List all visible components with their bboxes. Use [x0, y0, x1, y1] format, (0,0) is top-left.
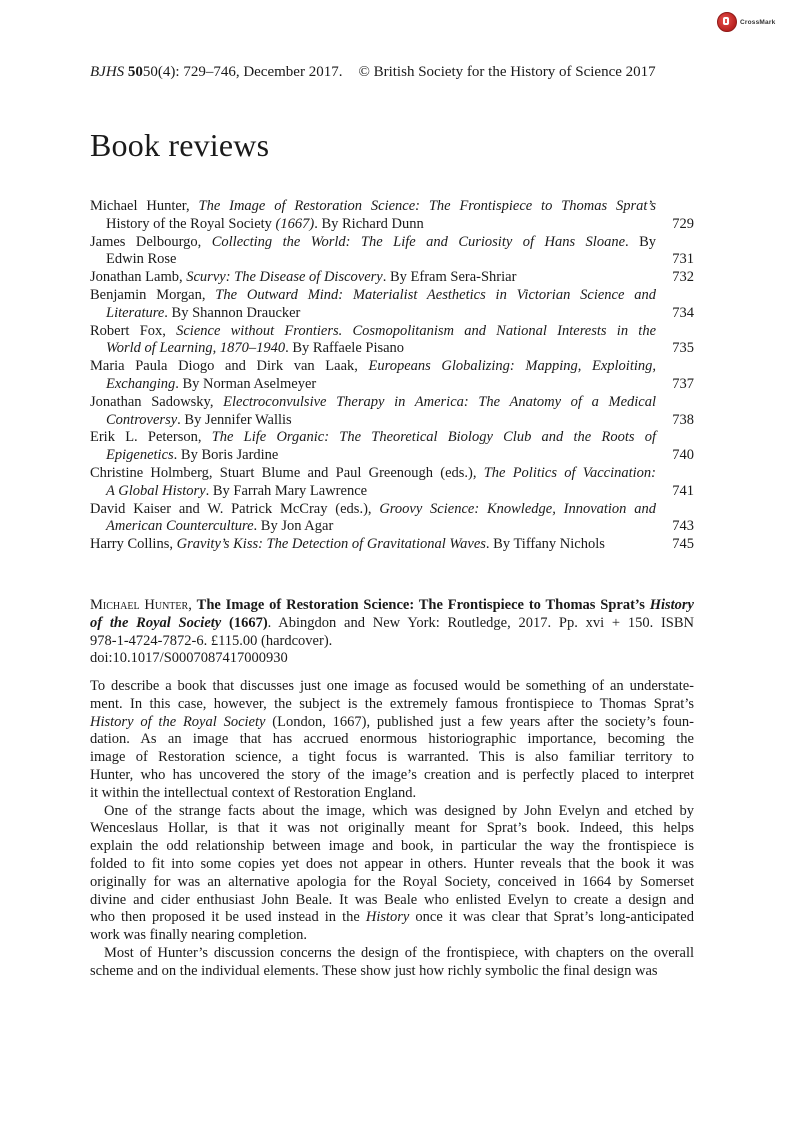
toc-entry[interactable] [90, 465, 694, 501]
body-line: One of the strange facts about the image, which was designed by John Evelyn and etched by [104, 802, 694, 819]
toc-page: 743 [672, 518, 694, 535]
toc-title-cont: Epigenetics [106, 447, 174, 464]
toc-reviewer: . By Shannon Draucker [164, 304, 301, 321]
toc-title-cont: World of Learning, 1870–1940 [106, 340, 286, 357]
toc-title-cont: Exchanging [106, 375, 176, 392]
toc-page: 734 [672, 304, 694, 321]
citation: 50(4): 729–746, December 2017. [142, 64, 343, 80]
toc-reviewer: Edwin Rose [106, 251, 177, 268]
crossmark-label: CrossMark [740, 18, 776, 26]
body-line: divine and cider enthusiast John Beale. It was Beale who enlisted Evelyn to create a design and [90, 891, 694, 908]
review-year: (1667) [221, 614, 268, 631]
toc-entry[interactable] [90, 198, 694, 234]
toc-author: Michael Hunter, [90, 198, 199, 214]
body-line: folded to fit into some copies yet does not appear in others. Hunter reveals that the book it was [90, 855, 694, 872]
body-line: Hunter, who has uncovered the story of the image’s creation and is perfectly placed to interpret [90, 766, 694, 783]
toc-title-cont: History of the Royal Society [106, 215, 272, 232]
review-title-italic: History [649, 597, 694, 613]
toc-entry[interactable] [90, 287, 694, 323]
toc-entry[interactable] [90, 323, 694, 359]
toc-title: The Life Organic: The Theoretical Biology Club and the Roots of [211, 429, 656, 446]
review-publisher: . Abingdon and New York: Routledge, 2017. Pp. xvi + 150. ISBN [267, 614, 695, 631]
body-line: History of the Royal Society (London, 1667), published just a few years after the society’s foun- [90, 713, 694, 730]
toc-entry[interactable] [90, 536, 694, 554]
toc-year: (1667) [275, 215, 315, 232]
toc-author: David Kaiser and W. Patrick McCray (eds.), [90, 500, 380, 517]
toc-page: 732 [672, 269, 694, 286]
toc-author: Benjamin Morgan, [90, 286, 216, 303]
toc-page: 741 [672, 482, 694, 499]
toc-title-cont: American Counterculture [106, 518, 254, 535]
body-line: image of Restoration science, a tight focus is warranted. This is also familiar territory to [90, 749, 694, 766]
body-line: originally for was an alternative apologia for the Royal Society, conceived in 1664 by Somerset [90, 873, 694, 890]
toc-title-cont: Literature [106, 304, 165, 321]
toc-title: Collecting the World: The Life and Curiosity of Hans Sloane [211, 233, 626, 250]
toc-author: Robert Fox, [90, 322, 177, 339]
review-heading: Michael Hunter, The Image of Restoration Science: The Frontispiece to Thomas Sprat’s History of the Royal Society (1667). Abingdon and New York: Routledge, 2017. Pp. xvi + 150. ISBN 978-1-4724-7872-6. £115.00 (hardcover). doi:10.1017/S0007087417000930 [90, 597, 695, 667]
toc-title: Groovy Science: Knowledge, Innovation and [379, 500, 656, 517]
toc-title-cont: Controversy [106, 411, 178, 428]
review-title: The Image of Restoration Science: The Frontispiece to Thomas Sprat’s [196, 597, 650, 613]
body-line: who then proposed it be used instead in the History once it was clear that Sprat’s long-anticipated [90, 909, 694, 926]
body-line: it within the intellectual context of Restoration England. [90, 784, 417, 801]
toc-entry[interactable] [90, 429, 694, 465]
toc-author: Maria Paula Diogo and Dirk van Laak, [90, 358, 369, 375]
body-line: work was finally nearing completion. [90, 927, 308, 944]
toc-entry[interactable] [90, 234, 694, 270]
body-line: Wenceslaus Hollar, is that it was not originally meant for Sprat’s book. Indeed, this helps [90, 820, 694, 837]
toc-reviewer: . By Boris Jardine [173, 447, 279, 464]
toc-entry[interactable] [90, 358, 694, 394]
copyright: © British Society for the History of Science 2017 [358, 64, 656, 80]
toc-title-cont: A Global History [106, 482, 206, 499]
toc-title: Science without Frontiers. Cosmopolitanism and National Interests in the [176, 322, 657, 339]
toc-reviewer: . By Richard Dunn [314, 215, 424, 232]
toc-title: The Outward Mind: Materialist Aesthetics in Victorian Science and [215, 286, 656, 303]
toc-author: James Delbourgo, [90, 233, 212, 250]
toc-author: Jonathan Sadowsky, [90, 393, 224, 410]
table-of-contents [90, 198, 694, 554]
toc-reviewer: . By Farrah Mary Lawrence [205, 482, 368, 499]
toc-title: Europeans Globalizing: Mapping, Exploiting, [368, 358, 656, 375]
toc-page: 729 [672, 215, 694, 232]
journal-citation [90, 64, 656, 81]
toc-page: 731 [672, 251, 694, 268]
body-line: dation. As an image that has accrued enormous historiographic importance, becoming the [90, 731, 694, 748]
review-body [90, 678, 694, 981]
toc-reviewer: . By Raffaele Pisano [285, 340, 405, 357]
toc-entry[interactable] [90, 394, 694, 430]
review-doi[interactable]: doi:10.1017/S0007087417000930 [90, 650, 288, 667]
toc-author: Christine Holmberg, Stuart Blume and Paul Greenough (eds.), [90, 464, 484, 481]
toc-reviewer-prefix: . By [625, 233, 657, 250]
toc-title: Scurvy: The Disease of Discovery [186, 269, 383, 286]
journal-abbrev: BJHS [90, 64, 125, 80]
toc-reviewer: . By Tiffany Nichols [485, 536, 605, 553]
review-author: Michael Hunter [90, 597, 189, 613]
crossmark-badge[interactable] [717, 12, 775, 32]
toc-entry[interactable] [90, 501, 694, 537]
body-line: To describe a book that discusses just one image as focused would be something of an understate- [90, 678, 694, 694]
toc-page: 737 [672, 375, 694, 392]
toc-author: Erik L. Peterson, [90, 429, 212, 446]
body-line: Most of Hunter’s discussion concerns the design of the frontispiece, with chapters on the overall [104, 944, 694, 961]
toc-page: 735 [672, 340, 694, 357]
toc-title: The Politics of Vaccination: [483, 464, 656, 481]
review-isbn: 978-1-4724-7872-6. £115.00 (hardcover). [90, 632, 333, 649]
body-line: ment. In this case, however, the subject is the extremely famous frontispiece to Thomas Sprat’s [90, 695, 694, 712]
toc-title: Electroconvulsive Therapy in America: The Anatomy of a Medical [223, 393, 656, 410]
crossmark-icon [717, 12, 737, 32]
toc-author: Harry Collins, [90, 536, 177, 553]
body-line: scheme and on the individual elements. These show just how richly symbolic the final design was [90, 962, 658, 979]
section-title: Book reviews [90, 127, 270, 163]
toc-page: 740 [672, 447, 694, 464]
body-line: explain the odd relationship between image and book, in particular the way the frontispiece is [90, 838, 694, 855]
toc-reviewer: . By Efram Sera-Shriar [382, 269, 517, 286]
toc-reviewer: . By Jennifer Wallis [177, 411, 292, 428]
volume: 50 [127, 64, 143, 80]
toc-author: Jonathan Lamb, [90, 269, 187, 286]
toc-entry[interactable] [90, 269, 694, 287]
toc-page: 738 [672, 411, 694, 428]
toc-title: The Image of Restoration Science: The Frontispiece to Thomas Sprat’s [198, 198, 656, 214]
toc-reviewer: . By Norman Aselmeyer [175, 375, 317, 392]
review-title-italic-cont: of the Royal Society [90, 614, 222, 631]
toc-reviewer: . By Jon Agar [253, 518, 334, 535]
toc-title: Gravity’s Kiss: The Detection of Gravitational Waves [176, 536, 486, 553]
toc-page: 745 [672, 536, 694, 553]
